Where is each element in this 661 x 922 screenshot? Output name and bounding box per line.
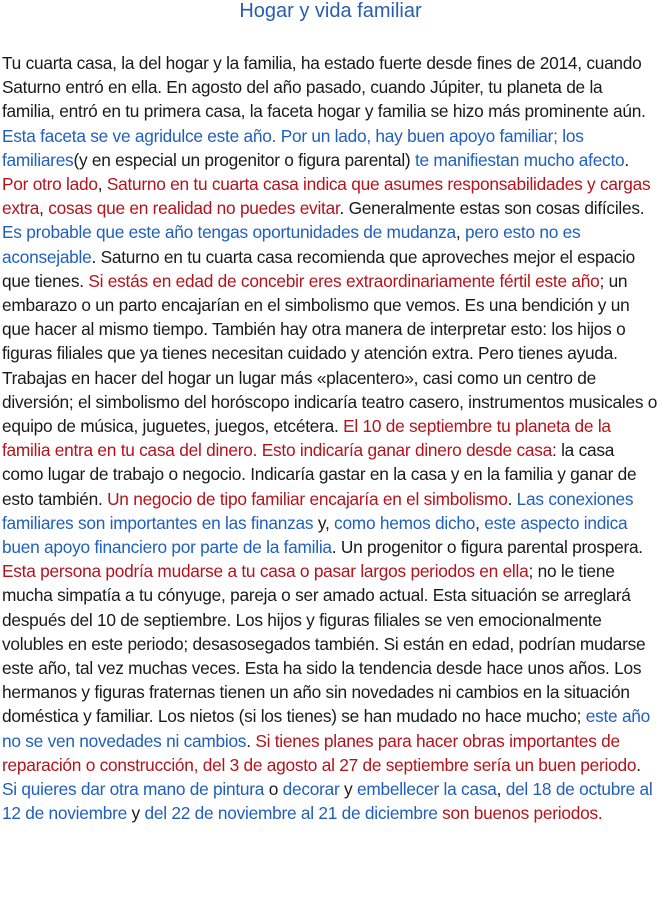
highlight-red-segment: cosas que en realidad no puedes evitar (48, 198, 340, 219)
body-text-segment: , (455, 222, 466, 243)
highlight-red-segment: Un negocio de tipo familiar encajaría en el simbolismo (107, 488, 508, 509)
highlight-red-segment: Esta persona podría mudarse a tu casa o pasar largos periodos en ella (2, 561, 529, 582)
highlight-blue-segment: del 18 de octubre al 12 de noviembre (2, 779, 653, 824)
body-text-segment: . Un progenitor o figura parental prospera. (331, 537, 643, 558)
body-paragraph (2, 51, 659, 826)
page-title: Hogar y vida familiar (239, 0, 422, 22)
highlight-blue-segment: Si quieres dar otra mano de pintura (2, 779, 265, 800)
body-text-segment: . Generalmente estas son cosas difíciles. (339, 198, 645, 219)
highlight-blue-segment: Esta faceta se ve agridulce este año. Por un lado, hay buen apoyo familiar; los familiares (2, 125, 584, 170)
body-text-segment: , (475, 512, 485, 533)
body-text-segment: y (126, 803, 145, 824)
body-text-segment: (y en especial un progenitor o figura parental) (73, 149, 415, 170)
body-text-segment: . (507, 488, 517, 509)
highlight-red-segment: Saturno en tu cuarta casa indica que asumes responsabilidades y cargas extra (2, 174, 651, 219)
highlight-blue-segment: embellecer la casa (356, 779, 497, 800)
body-text-segment: Tu cuarta casa, la del hogar y la familia, ha estado fuerte desde fines de 2014, cuando Saturno entró en ella. En agosto del año pasado, cuando Júpiter, tu planeta de la familia, entró en tu primera casa, la faceta hogar y familia se hizo más prominente aún. (2, 53, 646, 122)
highlight-blue-segment: pero esto no es aconsejable (2, 222, 581, 267)
highlight-blue-segment: te manifiestan mucho afecto (414, 149, 625, 170)
body-text-segment: . (246, 730, 256, 751)
body-text-segment: o (264, 779, 283, 800)
highlight-red-segment: Si tienes planes para hacer obras importantes de reparación o construcción, del 3 de agosto al 27 de septiembre sería un buen periodo (2, 730, 637, 775)
highlight-red-segment: Por otro lado (2, 174, 98, 195)
highlight-blue-segment: este año no se ven novedades ni cambios (2, 706, 651, 751)
body-text-segment: : la casa como lugar de trabajo o negocio. Indicaría gastar en la casa y en la familia y ganar de esto también. (2, 440, 637, 509)
highlight-red-segment: El 10 de septiembre tu planeta de la familia entra en tu casa del dinero. Esto indicaría ganar dinero desde casa (2, 416, 611, 461)
body-text-segment: . (624, 149, 629, 170)
highlight-blue-segment: decorar (282, 779, 340, 800)
body-text-segment: , (39, 198, 49, 219)
highlight-blue-segment: del 22 de noviembre al 21 de diciembre (144, 803, 438, 824)
highlight-red-segment: son buenos periodos. (437, 803, 603, 824)
body-text-segment: y, (313, 512, 335, 533)
highlight-blue-segment: este aspecto indica buen apoyo financiero por parte de la familia (2, 512, 628, 558)
body-text-segment: ; un embarazo o un parto encajarían en el simbolismo que vemos. Es una bendición y un que hacer al mismo tiempo. También hay otra manera de interpretar esto: los hijos o figuras filiales que ya tienes necesitan cuidado y atención extra. Pero tienes ayuda. Trabajas en hacer del hogar un lugar más «placentero», casi como un centro de diversión; el simbolismo del horóscopo indicaría teatro casero, instrumentos musicales o equipo de música, juguetes, juegos, etcétera. (2, 270, 658, 437)
body-text-segment: . Saturno en tu cuarta casa recomienda que aproveches mejor el espacio que tienes. (2, 246, 636, 291)
highlight-blue-segment: Es probable que este año tengas oportunidades de mudanza (2, 222, 456, 243)
highlight-blue-segment: como hemos dicho (334, 512, 476, 533)
body-text-segment: , (97, 174, 107, 195)
highlight-blue-segment: Las conexiones familiares son importantes en las finanzas (2, 488, 634, 533)
body-text-segment: ; no le tiene mucha simpatía a tu cónyuge, pareja o ser amado actual. Esta situación se arreglará después del 10 de septiembre. Los hijos y figuras filiales se ven emocionalmente volubles en este periodo; desasosegados también. Si están en edad, podrían mudarse este año, tal vez muchas veces. Esta ha sido la tendencia desde hace unos años. Los hermanos y figuras fraternas tienen un año sin novedades ni cambios en la situación doméstica y familiar. Los nietos (si los tienes) se han mudado no hace mucho; (2, 561, 646, 727)
body-text-segment: . (636, 754, 641, 775)
body-text-segment: , (496, 779, 506, 800)
highlight-red-segment: Si estás en edad de concebir eres extraordinariamente fértil este año (88, 270, 600, 291)
body-text-segment: y (339, 779, 357, 800)
